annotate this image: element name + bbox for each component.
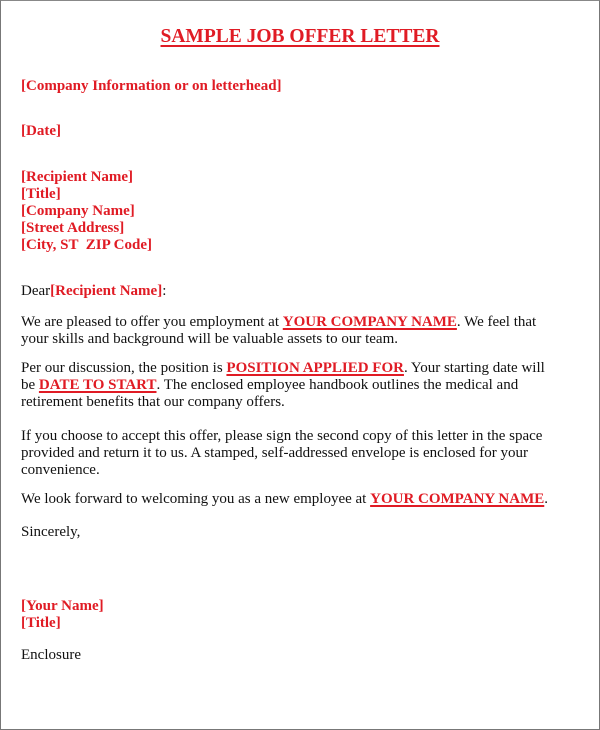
text-line: convenience.	[21, 462, 100, 478]
sender-title-placeholder: [Title]	[21, 615, 61, 631]
recipient-company-placeholder: [Company Name]	[21, 203, 135, 219]
text-span: .	[544, 491, 548, 507]
start-date-placeholder: DATE TO START	[38, 377, 157, 393]
recipient-city-placeholder: [City, ST ZIP Code]	[21, 237, 152, 253]
salutation-name-placeholder: [Recipient Name]	[50, 283, 163, 299]
company-info-placeholder: [Company Information or on letterhead]	[21, 78, 282, 94]
text-span: . The enclosed employee handbook outlines the medical and	[156, 377, 519, 393]
signature-block	[21, 598, 104, 632]
date-placeholder: [Date]	[21, 123, 61, 139]
text-line: retirement benefits that our company offers.	[21, 394, 285, 410]
document-title: SAMPLE JOB OFFER LETTER	[160, 26, 440, 47]
text-span: We are pleased to offer you employment at	[21, 314, 283, 330]
salutation	[21, 283, 166, 300]
paragraph-welcome	[21, 491, 586, 508]
text-span: be	[21, 377, 39, 393]
text-span: . Your starting date will	[403, 360, 545, 376]
recipient-title-placeholder: [Title]	[21, 186, 61, 202]
paragraph-offer	[21, 314, 586, 348]
enclosure-note: Enclosure	[21, 647, 81, 663]
text-span: Per our discussion, the position is	[21, 360, 227, 376]
paragraph-position	[21, 360, 586, 411]
text-line: provided and return it to us. A stamped, self-addressed envelope is enclosed for your	[21, 445, 528, 461]
recipient-name-placeholder: [Recipient Name]	[21, 169, 134, 185]
recipient-street-placeholder: [Street Address]	[21, 220, 125, 236]
sender-name-placeholder: [Your Name]	[21, 598, 104, 614]
position-placeholder: POSITION APPLIED FOR	[226, 360, 404, 376]
salutation-suffix: :	[162, 283, 167, 299]
recipient-address-block	[21, 169, 152, 254]
text-line: If you choose to accept this offer, please sign the second copy of this letter in the space	[21, 428, 543, 444]
salutation-prefix: Dear	[21, 283, 51, 299]
text-span: We look forward to welcoming you as a new employee at	[21, 491, 371, 507]
text-span: . We feel that	[456, 314, 537, 330]
company-name-placeholder: YOUR COMPANY NAME	[282, 314, 457, 330]
paragraph-acceptance	[21, 428, 586, 479]
text-line: your skills and background will be valuable assets to our team.	[21, 331, 398, 347]
company-name-placeholder: YOUR COMPANY NAME	[370, 491, 545, 507]
closing: Sincerely,	[21, 524, 81, 540]
